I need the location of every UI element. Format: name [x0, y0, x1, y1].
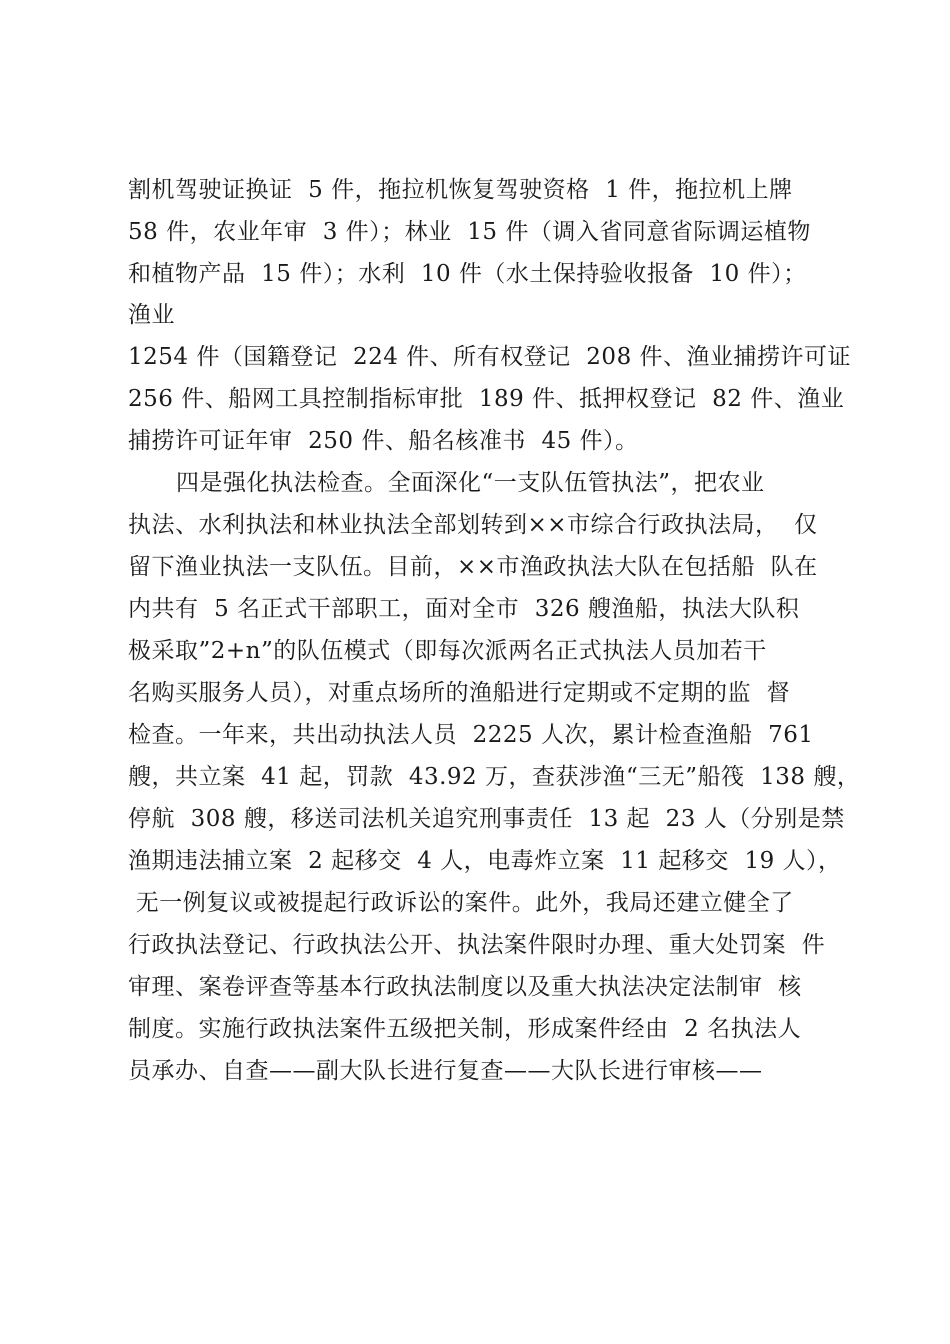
text-line-4: 渔业	[128, 302, 175, 328]
text-line-9: 执法、水利执法和林业执法全部划转到××市综合行政执法局， 仅	[128, 512, 818, 538]
text-line-3: 和植物产品 15 件）；水利 10 件（水土保持验收报备 10 件）；	[128, 261, 807, 287]
text-line-12: 极采取”2+n”的队伍模式（即每次派两名正式执法人员加若干	[128, 638, 767, 664]
text-line-20: 审理、案卷评查等基本行政执法制度以及重大执法决定法制审 核	[128, 974, 802, 1000]
text-line-11: 内共有 5 名正式干部职工，面对全市 326 艘渔船，执法大队积	[128, 596, 800, 622]
text-line-18: 无一例复议或被提起行政诉讼的案件。此外，我局还建立健全了	[128, 890, 794, 916]
text-line-22: 员承办、自查——副大队长进行复查——大队长进行审核——	[128, 1058, 763, 1084]
text-line-19: 行政执法登记、行政执法公开、执法案件限时办理、重大处罚案 件	[128, 932, 826, 958]
text-line-17: 渔期违法捕立案 2 起移交 4 人，电毒炸立案 11 起移交 19 人），	[128, 848, 842, 874]
text-line-16: 停航 308 艘，移送司法机关追究刑事责任 13 起 23 人（分别是禁	[128, 806, 845, 832]
text-line-15: 艘，共立案 41 起，罚款 43.92 万，查获涉渔“三无”船筏 138 艘，	[128, 764, 861, 790]
text-line-1: 割机驾驶证换证 5 件，拖拉机恢复驾驶资格 1 件，拖拉机上牌	[128, 177, 793, 203]
text-line-6: 256 件、船网工具控制指标审批 189 件、抵押权登记 82 件、渔业	[128, 386, 845, 412]
paragraph-start-line: 四是强化执法检查。全面深化“一支队伍管执法”，把农业	[176, 470, 765, 496]
text-line-21: 制度。实施行政执法案件五级把关制，形成案件经由 2 名执法人	[128, 1016, 802, 1042]
text-line-14: 检查。一年来，共出动执法人员 2225 人次，累计检查渔船 761	[128, 722, 814, 748]
text-line-7: 捕捞许可证年审 250 件、船名核准书 45 件）。	[128, 428, 639, 454]
text-line-5: 1254 件（国籍登记 224 件、所有权登记 208 件、渔业捕捞许可证	[128, 344, 852, 370]
text-line-2: 58 件，农业年审 3 件）；林业 15 件（调入省同意省际调运植物	[128, 219, 811, 245]
text-line-13: 名购买服务人员），对重点场所的渔船进行定期或不定期的监 督	[128, 680, 791, 706]
text-line-10: 留下渔业执法一支队伍。目前，××市渔政执法大队在包括船 队在	[128, 554, 818, 580]
